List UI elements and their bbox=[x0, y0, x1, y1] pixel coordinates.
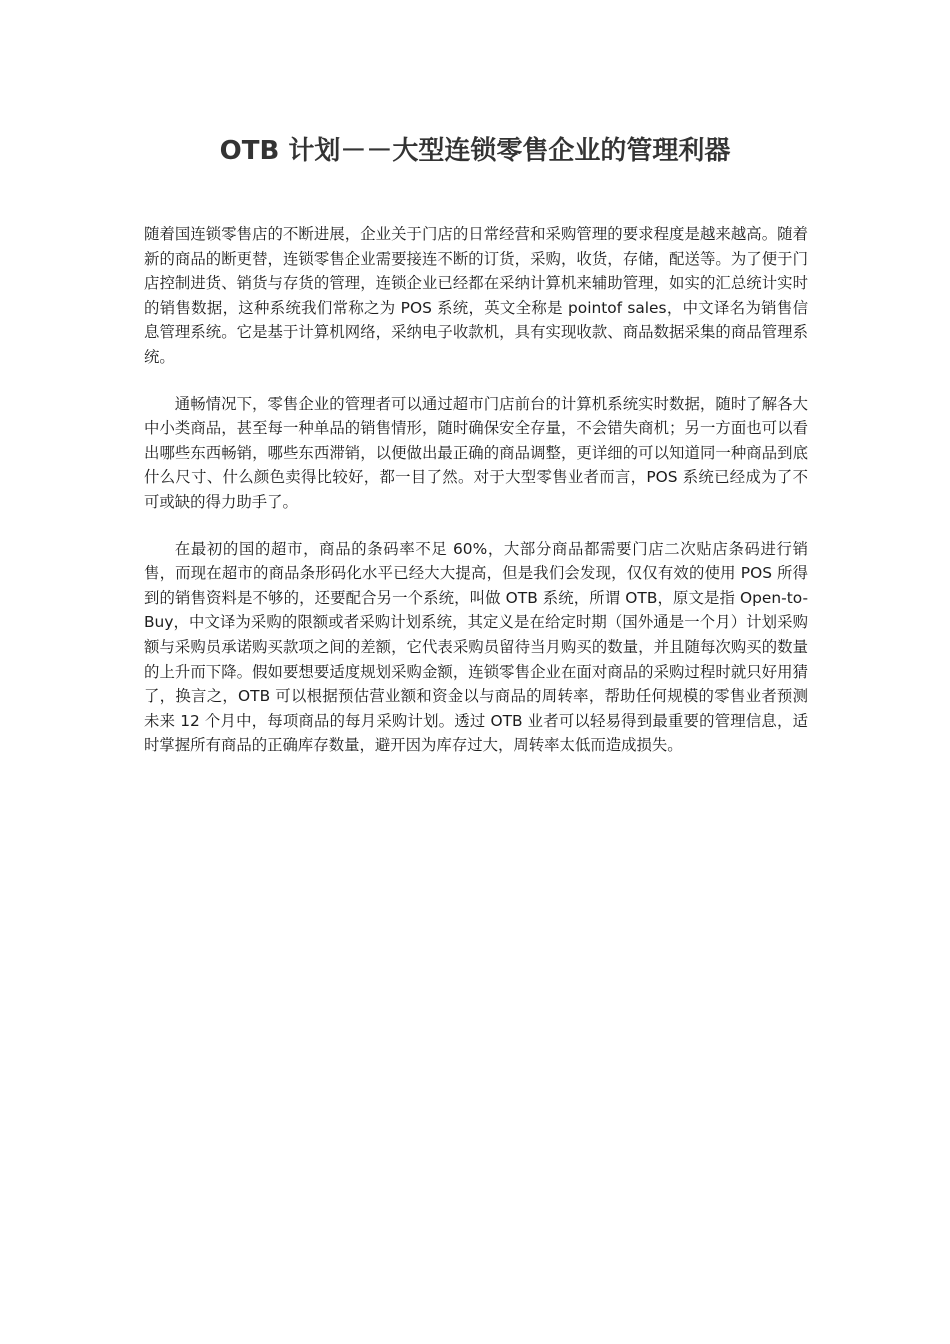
paragraph-intro: 随着国连锁零售店的不断进展，企业关于门店的日常经营和采购管理的要求程度是越来越高。随着新的商品的断更替，连锁零售企业需要接连不断的订货，采购，收货，存储，配送等。为了便于门店控制进货、销货与存货的管理，连锁企业已经都在采纳计算机来辅助管理，如实的汇总统计实时的销售数据，这种系统我们常称之为 POS 系统，英文全称是 pointof sales，中文译名为销售信息管理系统。它是基于计算机网络，采纳电子收款机，具有实现收款、商品数据采集的商品管理系统。 bbox=[144, 225, 808, 366]
document-body bbox=[144, 222, 808, 780]
paragraph-pos-benefits: 通畅情况下，零售企业的管理者可以通过超市门店前台的计算机系统实时数据，随时了解各大中小类商品，甚至每一种单品的销售情形，随时确保安全存量，不会错失商机；另一方面也可以看出哪些东西畅销，哪些东西滞销，以便做出最正确的商品调整，更详细的可以知道同一种商品到底什么尺寸、什么颜色卖得比较好，都一目了然。对于大型零售业者而言，POS 系统已经成为了不可或缺的得力助手了。 bbox=[144, 394, 808, 511]
paragraph-otb-definition: 在最初的国的超市，商品的条码率不足 60%，大部分商品都需要门店二次贴店条码进行销售，而现在超市的商品条形码化水平已经大大提高，但是我们会发现，仅仅有效的使用 POS 所得到的销售资料是不够的，还要配合另一个系统，叫做 OTB 系统，所谓 OTB，原文是指 Open-to-Buy，中文译为采购的限额或者采购计划系统，其定义是在给定时期（国外通是一个月）计划采购额与采购员承诺购买款项之间的差额，它代表采购员留待当月购买的数量，并且随每次购买的数量的上升而下降。假如要想要适度规划采购金额，连锁零售企业在面对商品的采购过程时就只好用猜了，换言之，OTB 可以根据预估营业额和资金以与商品的周转率，帮助任何规模的零售业者预测未来 12 个月中，每项商品的每月采购计划。透过 OTB 业者可以轻易得到最重要的管理信息，适时掌握所有商品的正确库存数量，避开因为库存过大，周转率太低而造成损失。 bbox=[144, 539, 808, 755]
document-title: OTB 计划－－大型连锁零售企业的管理利器 bbox=[219, 136, 731, 166]
